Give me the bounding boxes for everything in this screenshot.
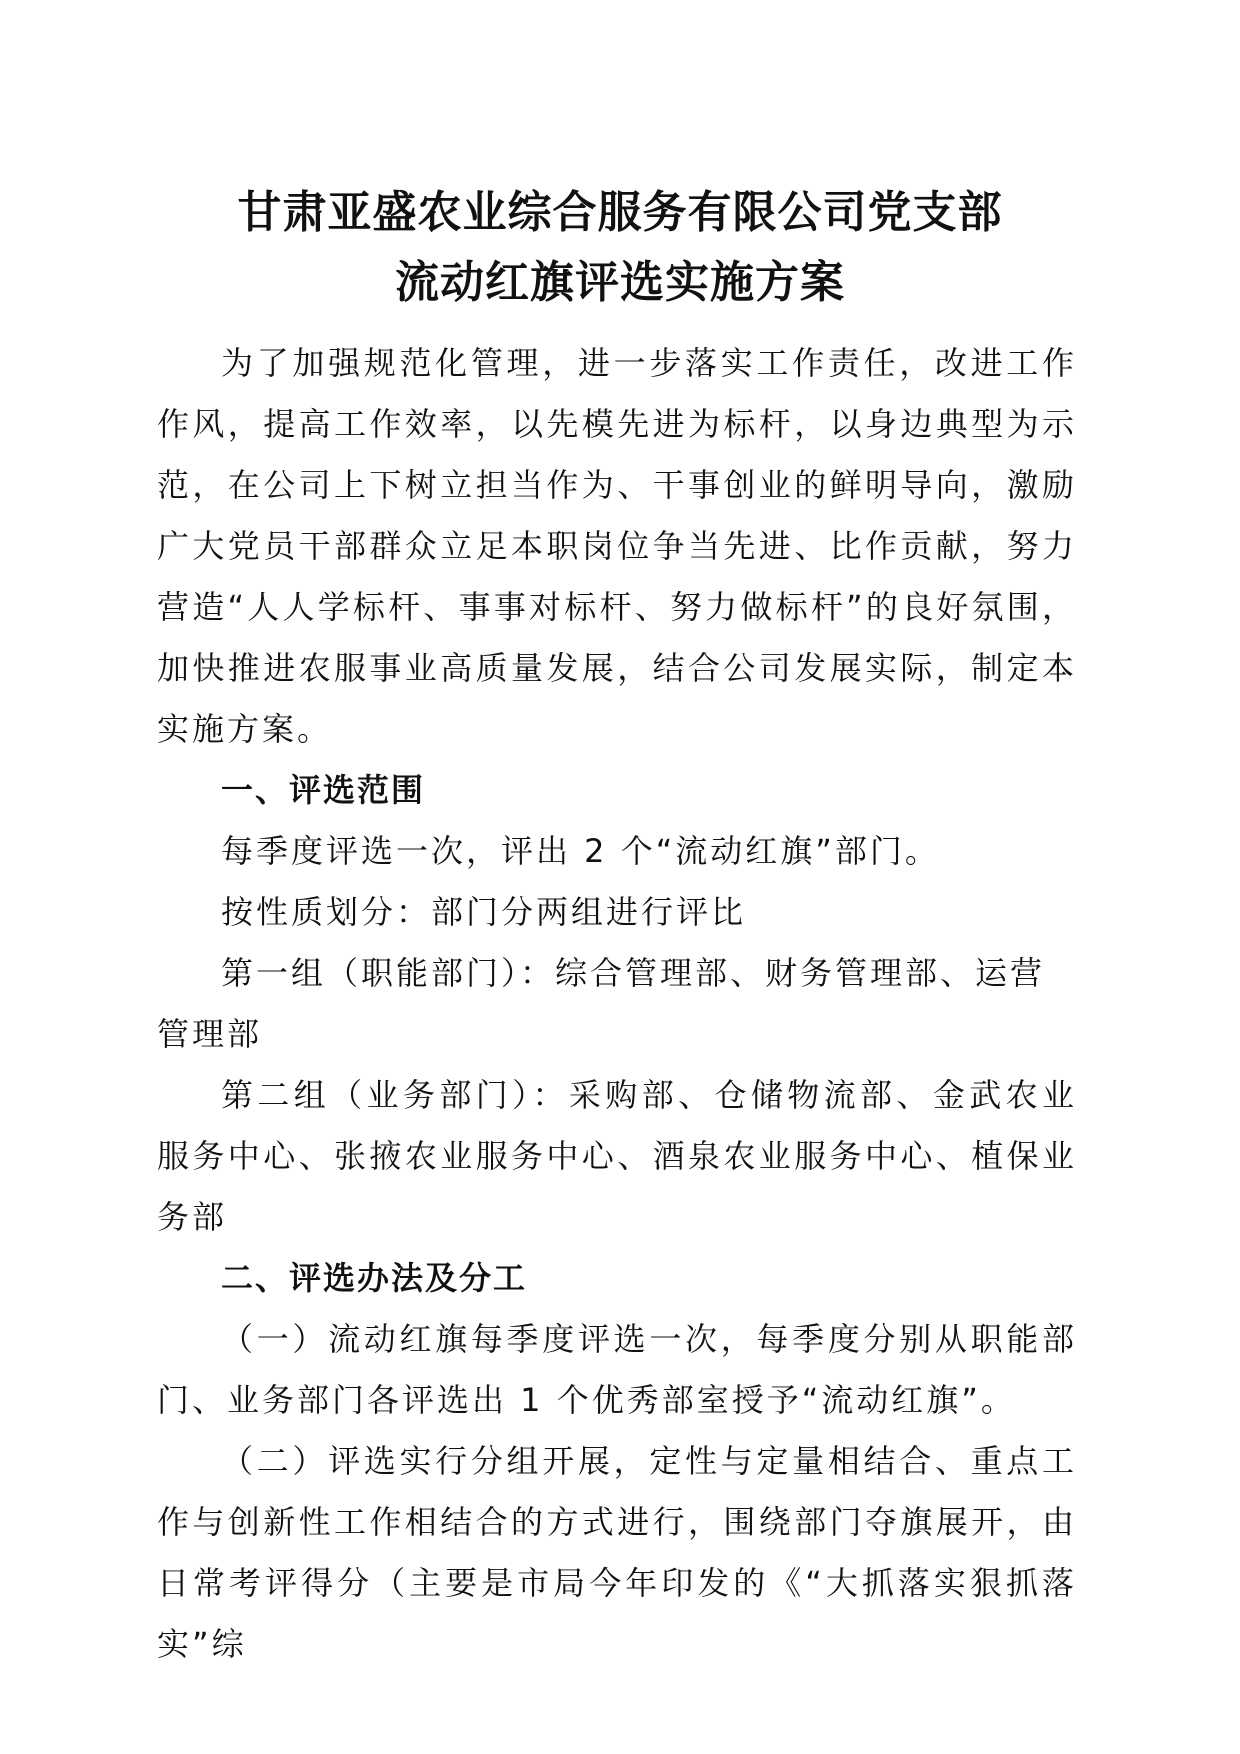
title-line-1: 甘肃亚盛农业综合服务有限公司党支部 (237, 187, 1003, 238)
section-1-line-1: 每季度评选一次，评出 2 个“流动红旗”部门。 (221, 832, 940, 870)
section-1-line-3: 第一组（职能部门）：综合管理部、财务管理部、运营管理部 (157, 954, 1046, 1053)
section-1-line-4: 第二组（业务部门）：采购部、仓储物流部、金武农业服务中心、张掖农业服务中心、酒泉农业服务中心、植保业务部 (157, 1076, 1077, 1236)
section-2-item-1: （一）流动红旗每季度评选一次，每季度分别从职能部门、业务部门各评选出 1 个优秀部室授予“流动红旗”。 (157, 1320, 1077, 1419)
document-title (0, 178, 1240, 318)
section-1-line-2: 按性质划分：部门分两组进行评比 (221, 893, 747, 931)
section-2-heading: 二、评选办法及分工 (221, 1259, 528, 1297)
section-2-item-2: （二）评选实行分组开展，定性与定量相结合、重点工作与创新性工作相结合的方式进行，围绕部门夺旗展开，由日常考评得分（主要是市局今年印发的《“大抓落实狠抓落实”综 (157, 1442, 1077, 1663)
title-line-2: 流动红旗评选实施方案 (395, 257, 845, 308)
section-1-heading: 一、评选范围 (221, 771, 426, 809)
document-body (157, 333, 1077, 1675)
intro-paragraph: 为了加强规范化管理，进一步落实工作责任，改进工作作风，提高工作效率，以先模先进为标杆，以身边典型为示范，在公司上下树立担当作为、干事创业的鲜明导向，激励广大党员干部群众立足本职岗位争当先进、比作贡献，努力营造“人人学标杆、事事对标杆、努力做标杆”的良好氛围，加快推进农服事业高质量发展，结合公司发展实际，制定本实施方案。 (157, 344, 1077, 748)
